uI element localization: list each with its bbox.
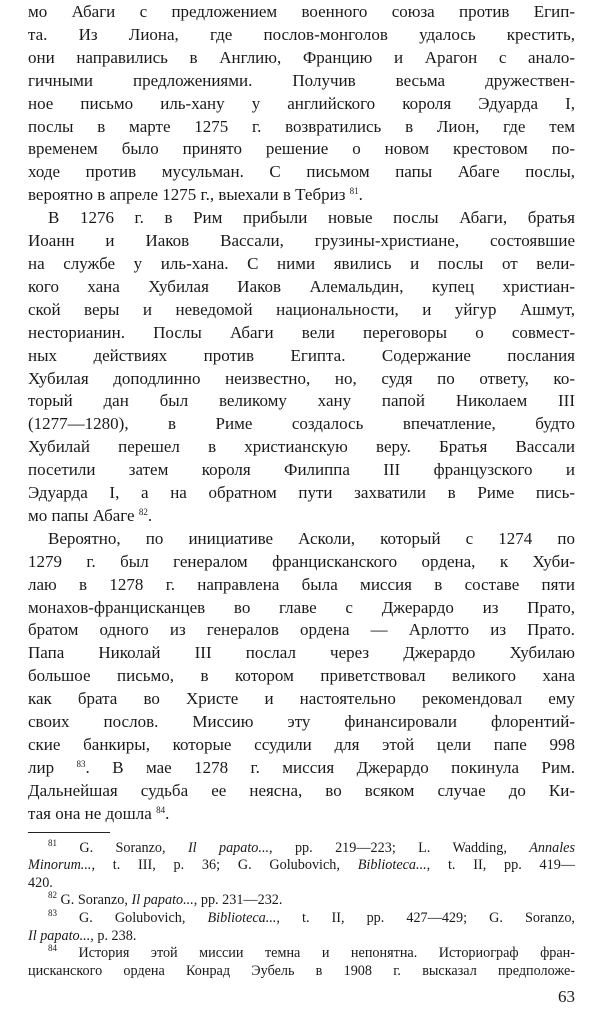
text-line <box>28 780 575 803</box>
text-span: торый дан был великому хану папой Николаем III <box>28 391 575 411</box>
text-line <box>28 70 575 93</box>
footnote-line <box>28 963 575 981</box>
footnote <box>28 892 575 910</box>
footnote <box>28 945 575 980</box>
text-span: , p. 238. <box>90 927 137 944</box>
text-span: гичными предложениями. Получив весьма дружествен- <box>28 70 575 90</box>
text-span: G. Soranzo, <box>57 892 132 909</box>
text-line <box>28 322 575 345</box>
text-line <box>28 368 575 391</box>
text-span: как брата во Христе и настоятельно рекомендовал ему <box>28 689 575 709</box>
italic-title: Annales <box>529 839 575 856</box>
footnote-line <box>28 837 575 858</box>
footnote-line <box>28 910 575 928</box>
text-span: 1279 г. был генералом францисканского ордена, к Хуби- <box>28 551 575 571</box>
text-line <box>28 47 575 70</box>
paragraph <box>28 528 575 826</box>
body-text <box>28 1 575 826</box>
text-line <box>28 574 575 597</box>
text-span: G. Golubovich, <box>57 910 208 926</box>
text-span: Хубилай перешел в христианскую веру. Братья Вассали <box>28 437 575 457</box>
footnote-number: 82 <box>48 890 57 901</box>
italic-title: Minorum... <box>28 857 92 874</box>
footnote-ref: 84 <box>156 804 166 815</box>
text-span: лаю в 1278 г. направлена была миссия в составе пяти <box>28 574 575 594</box>
text-line <box>28 619 575 642</box>
text-line <box>28 184 575 207</box>
footnote <box>28 910 575 945</box>
text-line <box>28 711 575 734</box>
text-span: . В мае 1278 г. миссия Джерардо покинула Рим. <box>85 757 575 777</box>
text-span: (1277—1280), в Риме создалось впечатление, будто <box>28 414 575 434</box>
text-span: своих послов. Миссию эту финансировали флорентий- <box>28 712 575 732</box>
text-span: Эдуарда I, а на обратном пути захватили в Риме пись- <box>28 483 575 503</box>
text-span: на службе у иль-хана. С ними явились и послы от вели- <box>28 253 575 273</box>
text-span: . <box>358 185 363 205</box>
text-span: вероятно в апреле 1275 г., выехали в Тебриз <box>28 185 350 205</box>
text-span: ных действиях против Египта. Содержание послания <box>28 345 575 365</box>
text-line <box>28 253 575 276</box>
text-span: большое письмо, в котором приветствовал великого хана <box>28 666 575 686</box>
text-line <box>28 688 575 711</box>
footnote-ref: 82 <box>138 506 148 517</box>
italic-title: Biblioteca... <box>357 857 427 874</box>
footnote-line <box>28 875 575 893</box>
text-span: . <box>147 505 153 525</box>
text-line <box>28 757 575 780</box>
footnote-number: 83 <box>48 908 57 918</box>
text-span: братом одного из генералов ордена — Арлотто из Прато. <box>28 620 575 640</box>
italic-title: Il papato... <box>131 892 194 909</box>
text-line <box>28 230 575 253</box>
text-span: мо папы Абаге <box>28 505 139 525</box>
footnote-ref: 83 <box>76 758 86 769</box>
text-line <box>28 803 575 826</box>
text-span: мо Абаги с предложением военного союза против Егип- <box>28 2 575 21</box>
text-span: та. Из Лиона, где послов-монголов удалось крестить, <box>28 24 575 44</box>
text-line <box>28 413 575 436</box>
text-line <box>28 734 575 757</box>
text-span: тая она не дошла <box>28 803 157 823</box>
paragraph <box>28 207 575 528</box>
italic-title: Il papato... <box>187 839 270 856</box>
footnotes <box>28 837 575 981</box>
text-span: ской веры и неведомой национальности, и уйгур Ашмут, <box>28 299 575 319</box>
paragraph <box>28 1 575 207</box>
text-span: Папа Николай III послал через Джерардо Хубилаю <box>28 643 575 663</box>
text-line <box>28 116 575 139</box>
text-span: В 1276 г. в Рим прибыли новые послы Абаги, братья <box>48 208 575 228</box>
text-span: монахов-францисканцев во главе с Джерардо из Прато, <box>28 597 575 617</box>
text-span: Дальнейшая судьба ее неясна, во всяком случае до Ки- <box>28 780 575 800</box>
text-span: ходе против мусульман. С письмом папы Абаге послы, <box>28 162 575 182</box>
text-line <box>28 597 575 620</box>
text-line <box>28 161 575 184</box>
text-span: , t. II, pp. 427—429; G. Soranzo, <box>276 910 575 926</box>
footnote-number: 84 <box>48 943 57 954</box>
text-span: История этой миссии темна и непонятна. Историограф фран- <box>57 945 575 962</box>
page-number: 63 <box>558 987 575 1007</box>
text-span: G. Soranzo, <box>57 839 188 856</box>
text-span: Вероятно, по инициативе Асколи, который с 1274 по <box>48 528 575 548</box>
text-span: , t. III, p. 36; G. Golubovich, <box>91 857 358 874</box>
text-span: Иоанн и Иаков Вассали, грузины-христиане, состоявшие <box>28 231 575 251</box>
text-span: послы в марте 1275 г. возвратились в Лион, где тем <box>28 116 575 136</box>
text-span: , t. II, pp. 419— <box>426 857 575 874</box>
text-span: 420. <box>28 874 53 891</box>
footnote-line <box>28 928 575 946</box>
text-span: ное письмо иль-хану у английского короля Эдуарда I, <box>28 93 575 113</box>
text-span: несторианин. Послы Абаги вели переговоры о совмест- <box>28 322 575 342</box>
text-span: ские банкиры, которые ссудили для этой цели папе 998 <box>28 735 575 754</box>
text-line <box>28 299 575 322</box>
italic-title: Biblioteca... <box>207 910 277 926</box>
text-line <box>28 345 575 368</box>
text-line <box>28 665 575 688</box>
footnote-number: 81 <box>48 837 57 848</box>
text-line <box>28 642 575 665</box>
text-line <box>28 459 575 482</box>
text-span: , pp. 219—223; L. Wadding, <box>269 839 530 856</box>
text-line <box>28 24 575 47</box>
text-line <box>28 482 575 505</box>
text-span: лир <box>28 757 77 777</box>
footnote <box>28 837 575 893</box>
text-line <box>28 505 575 528</box>
text-span: цисканского ордена Конрад Эубель в 1908 г. высказал предположе- <box>28 962 575 979</box>
text-line <box>28 138 575 161</box>
footnote-divider <box>28 832 110 833</box>
text-line <box>28 1 575 24</box>
text-line <box>28 528 575 551</box>
text-line <box>28 551 575 574</box>
text-line <box>28 276 575 299</box>
text-line <box>28 436 575 459</box>
text-span: кого хана Хубилая Иаков Алемальдин, купец христиан- <box>28 276 575 296</box>
text-span: они направились в Англию, Францию и Арагон с анало- <box>28 47 575 67</box>
italic-title: Il papato... <box>28 927 91 944</box>
text-span: , pp. 231—232. <box>193 892 283 909</box>
text-line <box>28 390 575 413</box>
footnote-line <box>28 945 575 963</box>
text-line <box>28 207 575 230</box>
text-span: посетили затем короля Филиппа III французского и <box>28 460 575 480</box>
footnote-line <box>28 857 575 875</box>
footnote-line <box>28 892 575 910</box>
footnote-ref: 81 <box>349 186 359 197</box>
text-span: . <box>165 803 170 823</box>
text-line <box>28 93 575 116</box>
text-span: временем было принято решение о новом крестовом по- <box>28 139 575 159</box>
text-span: Хубилая доподлинно неизвестно, но, судя по ответу, ко- <box>28 368 575 388</box>
